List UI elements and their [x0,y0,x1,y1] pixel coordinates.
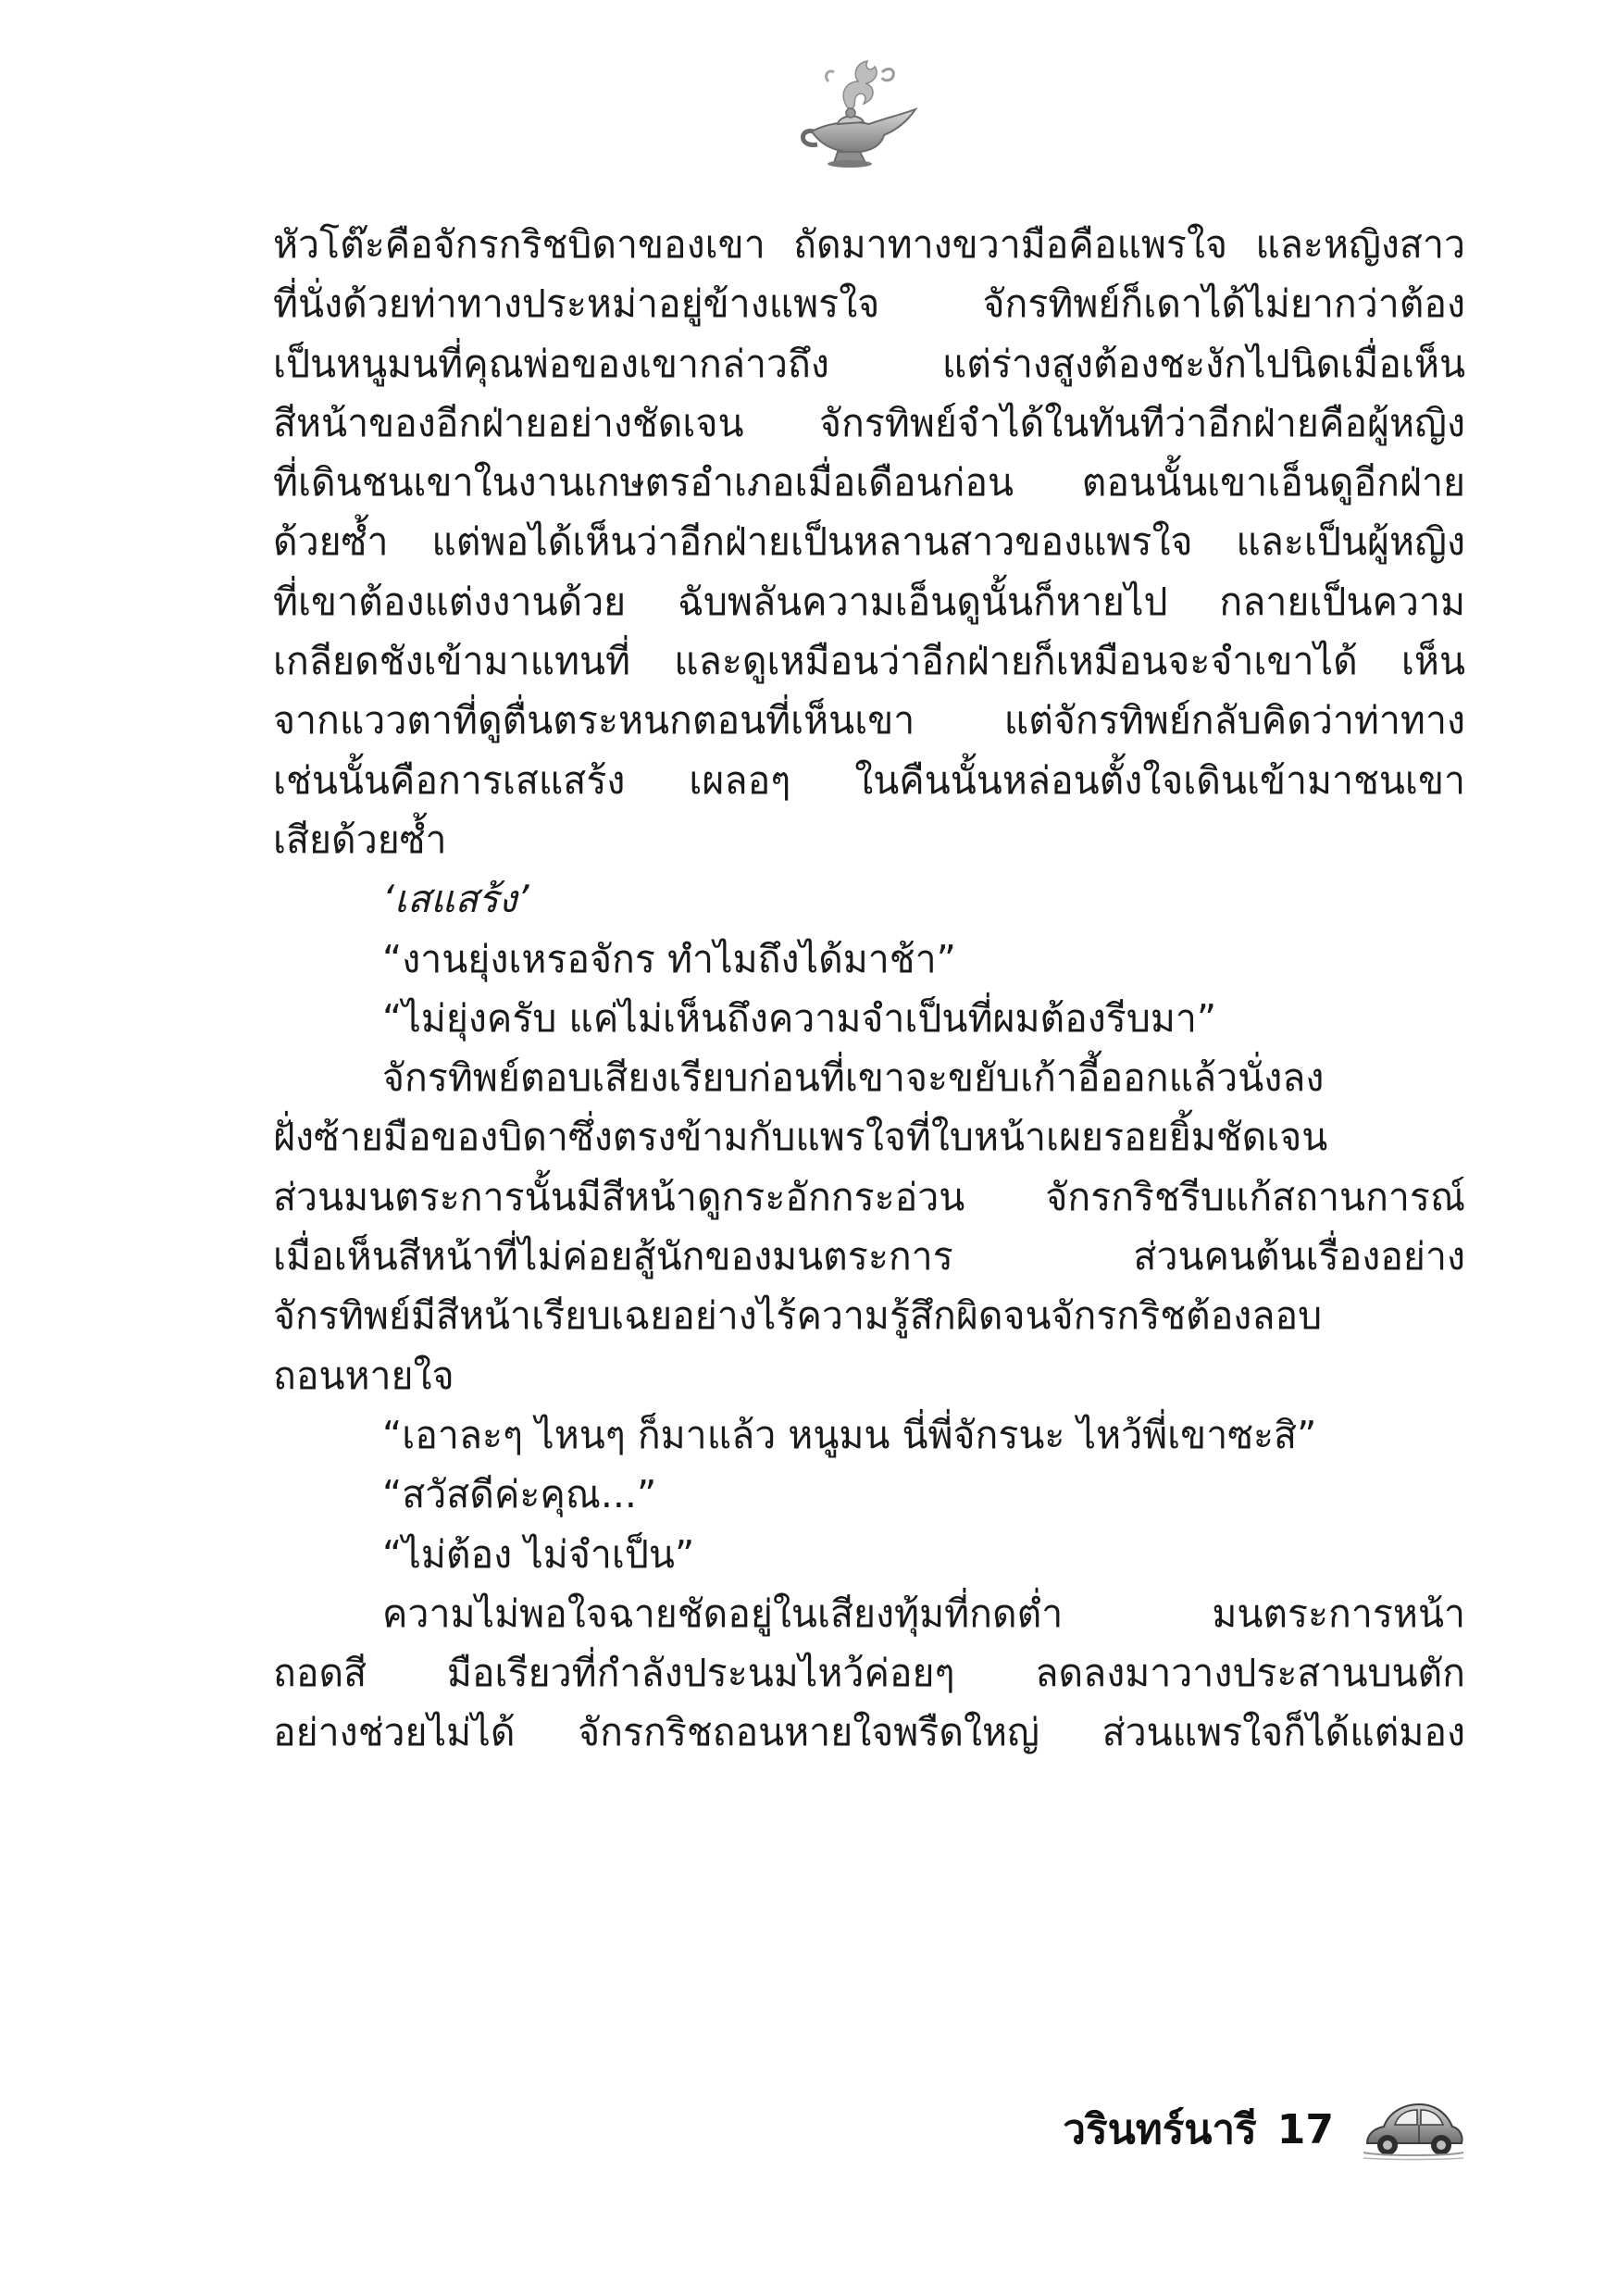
genie-lamp-icon [791,54,930,174]
page-footer [1063,2092,1465,2166]
text-line: “ไม่ต้อง ไม่จำเป็น” [382,1531,695,1577]
text-line: ที่เขาต้องแต่งงานด้วย ฉับพลันความเอ็นดูนั้นก็หายไป กลายเป็นความ [273,579,1465,624]
text-line: “สวัสดีค่ะคุณ...” [382,1472,657,1517]
text-line: ส่วนมนตระการนั้นมีสีหน้าดูกระอักกระอ่วน จักรกริชรีบแก้สถานการณ์ [273,1174,1465,1219]
text-line: เสียด้วยซ้ำ [273,817,447,862]
text-line: เป็นหนูมนที่คุณพ่อของเขากล่าวถึง แต่ร่างสูงต้องชะงักไปนิดเมื่อเห็น [273,341,1465,386]
text-line: “งานยุ่งเหรอจักร ทำไมถึงได้มาช้า” [382,936,956,981]
vintage-car-icon [1362,2097,1465,2162]
text-line: หัวโต๊ะคือจักรกริชบิดาของเขา ถัดมาทางขวามือคือแพรใจ และหญิงสาว [273,222,1465,267]
body-text [273,215,1465,1763]
text-line: ฝั่งซ้ายมือของบิดาซึ่งตรงข้ามกับแพรใจที่ใบหน้าเผยรอยยิ้มชัดเจน [273,1115,1328,1160]
text-line: ความไม่พอใจฉายชัดอยู่ในเสียงทุ้มที่กดต่ำ มนตระการหน้า [382,1591,1465,1636]
text-line: ด้วยซ้ำ แต่พอได้เห็นว่าอีกฝ่ายเป็นหลานสาวของแพรใจ และเป็นผู้หญิง [273,519,1465,565]
text-line: สีหน้าของอีกฝ่ายอย่างชัดเจน จักรทิพย์จำได้ในทันทีว่าอีกฝ่ายคือผู้หญิง [273,400,1465,445]
text-line: อย่างช่วยไม่ได้ จักรกริชถอนหายใจพรืดใหญ่ ส่วนแพรใจก็ได้แต่มอง [273,1710,1465,1755]
book-title: วรินทร์นารี [1063,2106,1257,2153]
text-line: จักรทิพย์ตอบเสียงเรียบก่อนที่เขาจะขยับเก้าอี้ออกแล้วนั่งลง [382,1055,1325,1101]
text-line: จากแววตาที่ดูตื่นตระหนกตอนที่เห็นเขา แต่จักรทิพย์กลับคิดว่าท่าทาง [273,698,1465,743]
text-line: ถอนหายใจ [273,1353,454,1398]
text-line: จักรทิพย์มีสีหน้าเรียบเฉยอย่างไร้ความรู้สึกผิดจนจักรกริชต้องลอบ [273,1293,1323,1339]
text-line: ที่เดินชนเขาในงานเกษตรอำเภอเมื่อเดือนก่อน ตอนนั้นเขาเอ็นดูอีกฝ่าย [273,460,1465,505]
text-line: ‘เสแสร้ง’ [382,877,529,922]
text-line: “เอาละๆ ไหนๆ ก็มาแล้ว หนูมน นี่พี่จักรนะ ไหว้พี่เขาซะสิ” [382,1412,1317,1457]
text-line: ถอดสี มือเรียวที่กำลังประนมไหว้ค่อยๆ ลดลงมาวางประสานบนตัก [273,1651,1465,1696]
page-number: 17 [1276,2105,1334,2153]
text-line: เมื่อเห็นสีหน้าที่ไม่ค่อยสู้นักของมนตระการ ส่วนคนต้นเรื่องอย่าง [273,1234,1465,1279]
text-line: ที่นั่งด้วยท่าทางประหม่าอยู่ข้างแพรใจ จักรทิพย์ก็เดาได้ไม่ยากว่าต้อง [273,281,1465,327]
text-line: “ไม่ยุ่งครับ แค่ไม่เห็นถึงความจำเป็นที่ผมต้องรีบมา” [382,995,1217,1041]
text-line: เช่นนั้นคือการเสแสร้ง เผลอๆ ในคืนนั้นหล่อนตั้งใจเดินเข้ามาชนเขา [273,757,1465,803]
text-line: เกลียดชังเข้ามาแทนที่ และดูเหมือนว่าอีกฝ่ายก็เหมือนจะจำเขาได้ เห็น [273,639,1465,684]
